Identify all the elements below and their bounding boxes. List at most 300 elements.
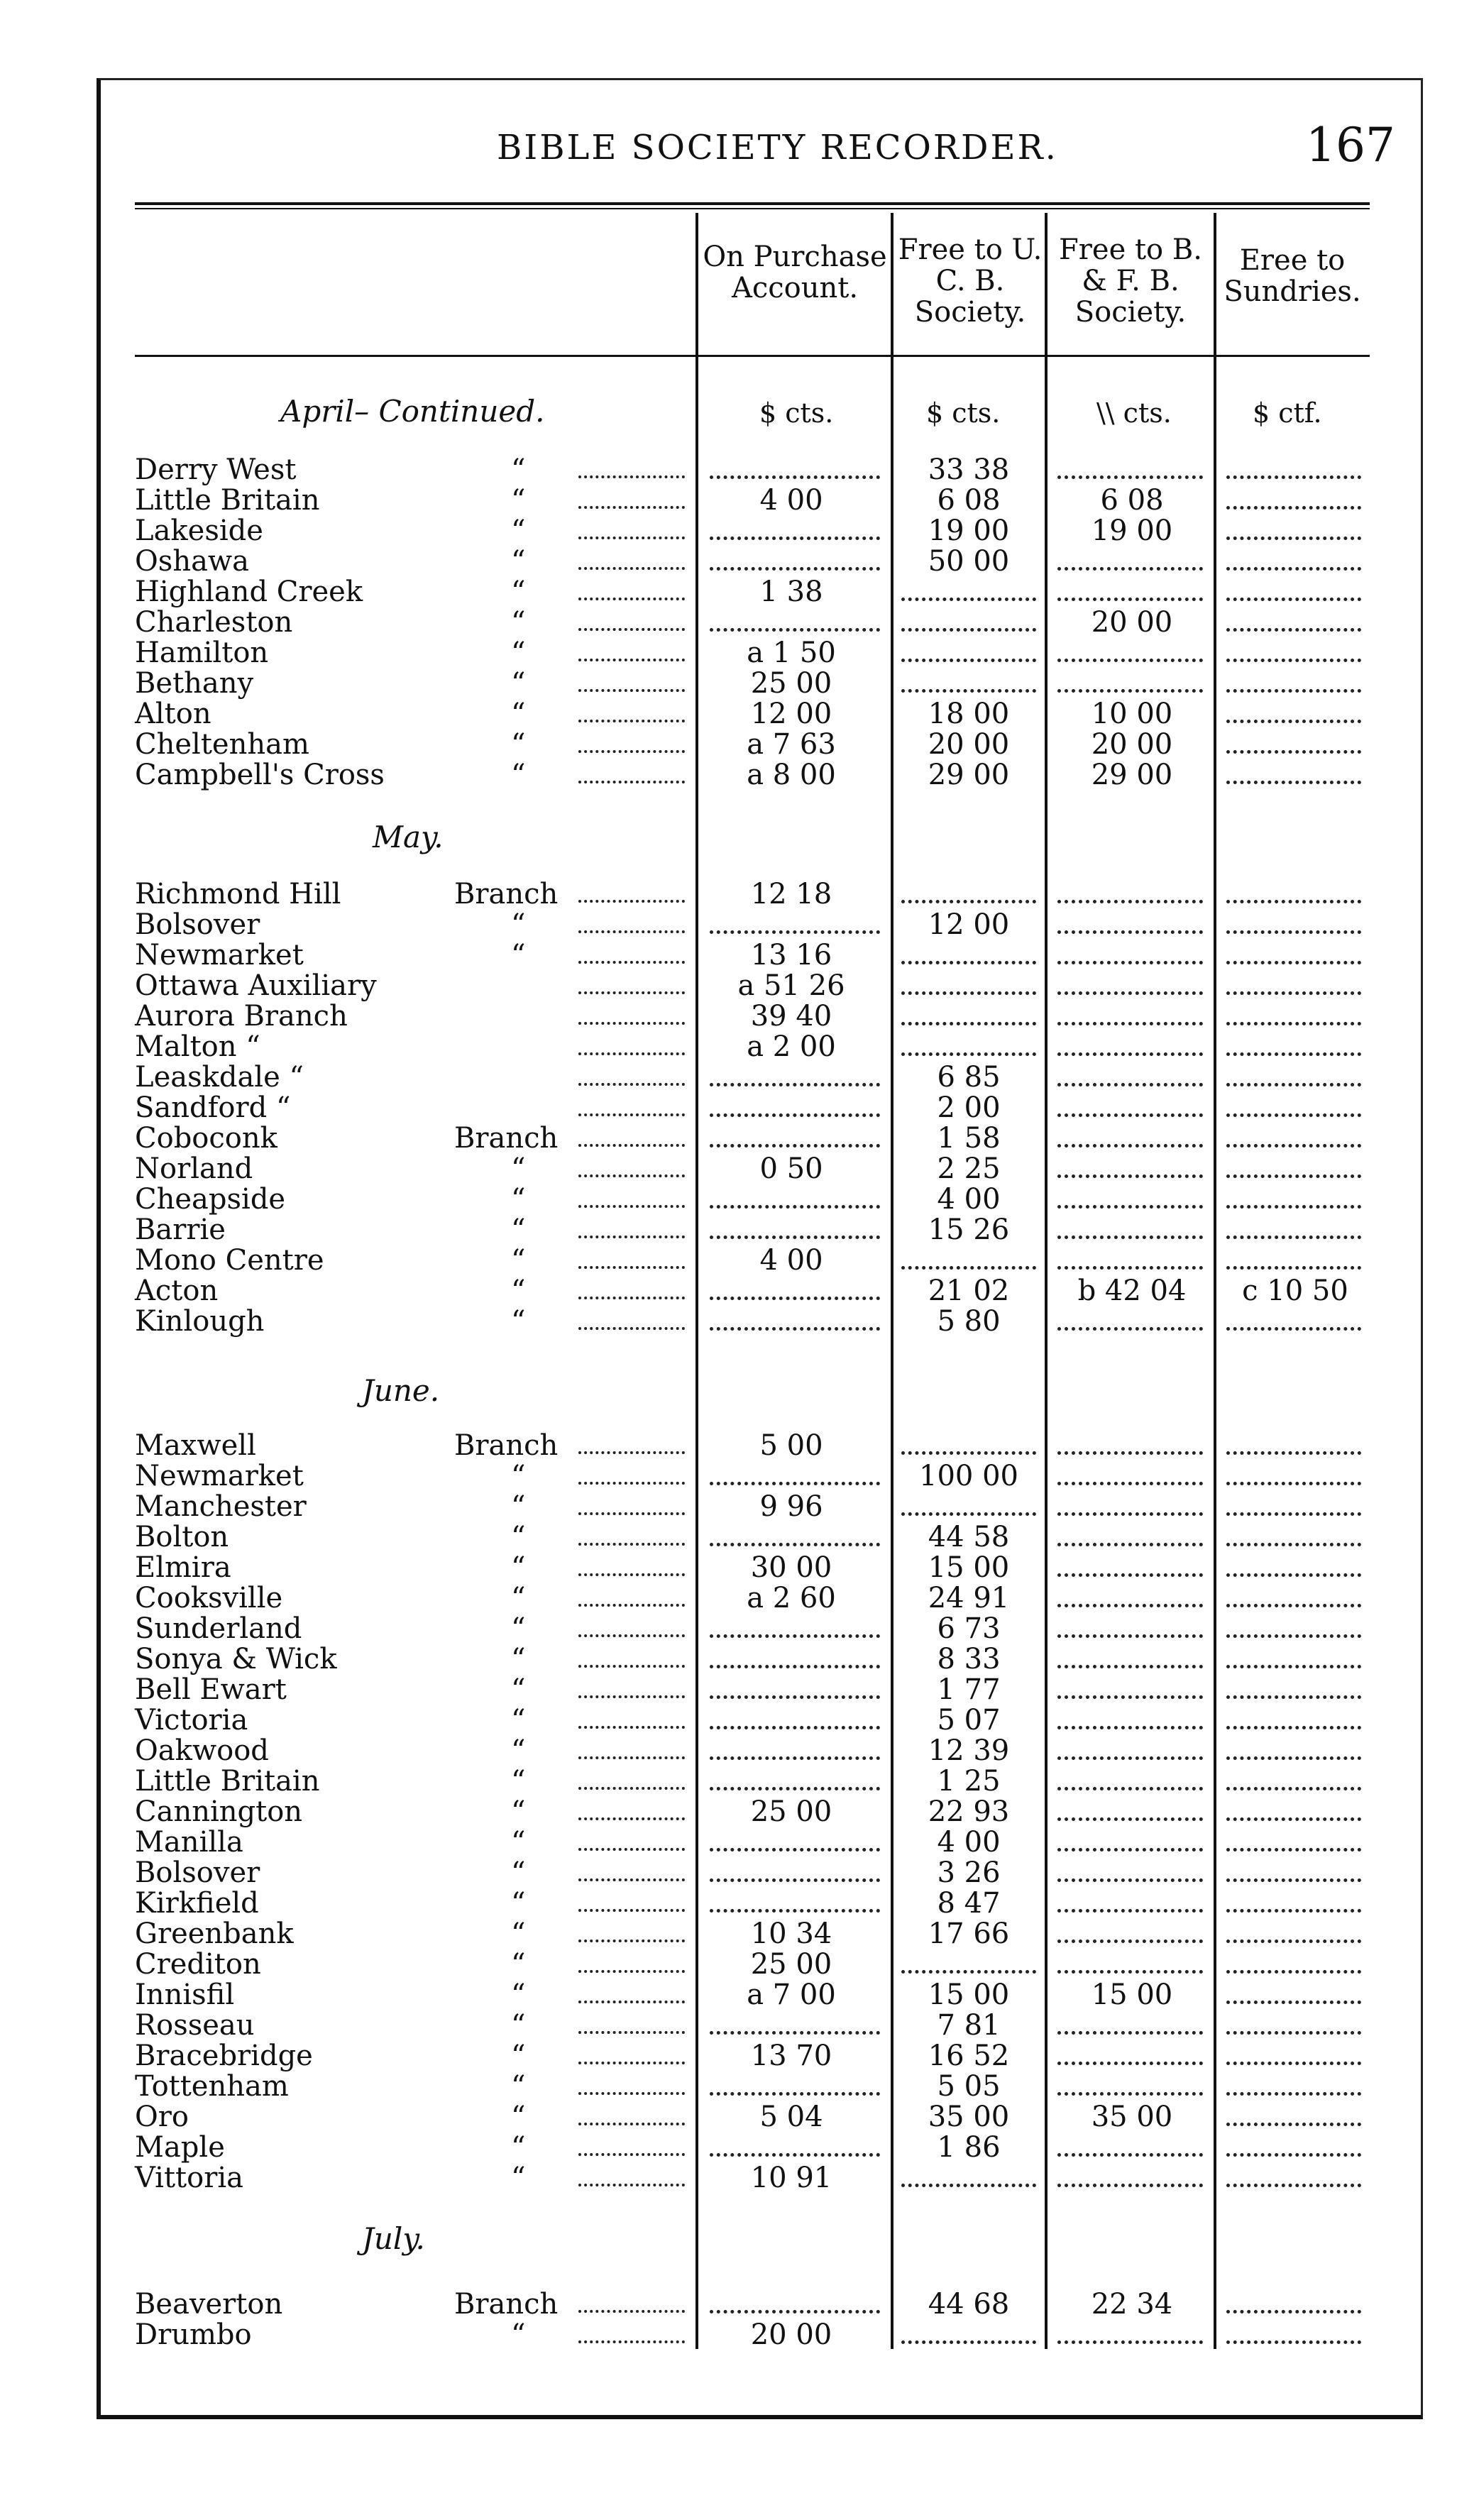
amount-cell: 19 00 (1091, 515, 1173, 547)
leader-dots (578, 1918, 685, 1942)
ditto-mark: “ (511, 606, 526, 639)
empty-cell-dots (1226, 1522, 1361, 1546)
empty-cell-dots (1057, 1306, 1203, 1331)
empty-cell-dots (1057, 1705, 1203, 1729)
ditto-mark: “ (511, 1305, 526, 1338)
amount-cell: 22 93 (928, 1795, 1010, 1828)
empty-cell-dots (710, 546, 880, 571)
branch-name: Bethany (135, 667, 254, 700)
empty-cell-dots (901, 576, 1036, 601)
empty-cell-dots (1057, 909, 1203, 934)
branch-name: Kinlough (135, 1305, 265, 1338)
amount-cell: 4 00 (759, 484, 823, 517)
ditto-mark: “ (511, 453, 526, 486)
leader-dots (578, 698, 685, 722)
ditto-mark: “ (511, 939, 526, 972)
ditto-mark: “ (511, 2009, 526, 2042)
empty-cell-dots (1057, 2132, 1203, 2157)
leader-dots (578, 1491, 685, 1515)
branch-name: Innisfil (135, 1979, 235, 2011)
ditto-mark: “ (511, 1490, 526, 1523)
empty-cell-dots (1226, 1918, 1361, 1943)
header-rule-top (135, 202, 1370, 205)
leader-dots (578, 759, 685, 783)
branch-name: Bolsover (135, 908, 260, 941)
empty-cell-dots (1226, 1827, 1361, 1852)
leader-dots (578, 1522, 685, 1546)
amount-cell: 19 00 (928, 515, 1010, 547)
empty-cell-dots (710, 1275, 880, 1300)
empty-cell-dots (710, 909, 880, 934)
ditto-mark: “ (511, 1521, 526, 1553)
empty-cell-dots (710, 1857, 880, 1882)
empty-cell-dots (710, 1123, 880, 1148)
ditto-mark: “ (511, 2318, 526, 2351)
empty-cell-dots (901, 940, 1036, 964)
branch-name: Charleston (135, 606, 293, 639)
amount-cell: 6 85 (937, 1061, 1001, 1094)
empty-cell-dots (1226, 1766, 1361, 1790)
amount-cell: a 8 00 (747, 759, 836, 791)
amount-cell: 44 68 (928, 2288, 1010, 2321)
section-heading-july: July. (362, 2221, 425, 2256)
unit-purchase: $ cts. (759, 397, 834, 429)
branch-name: Tottenham (135, 2070, 289, 2103)
ditto-mark: “ (511, 2070, 526, 2103)
empty-cell-dots (1226, 1583, 1361, 1607)
empty-cell-dots (1057, 2071, 1203, 2096)
amount-cell: 4 00 (937, 1183, 1001, 1216)
leader-dots (578, 1430, 685, 1454)
leader-dots (578, 2040, 685, 2064)
empty-cell-dots (710, 2010, 880, 2035)
leader-dots (578, 1001, 685, 1025)
empty-cell-dots (1226, 1674, 1361, 1699)
branch-name: Mono Centre (135, 1244, 324, 1277)
empty-cell-dots (710, 1306, 880, 1331)
empty-cell-dots (901, 1949, 1036, 1974)
empty-cell-dots (1226, 909, 1361, 934)
unit-bfb: \\ cts. (1096, 397, 1172, 429)
leader-dots (578, 1583, 685, 1607)
amount-cell: 35 00 (928, 2101, 1010, 2133)
empty-cell-dots (1226, 2040, 1361, 2065)
amount-cell: c 10 50 (1242, 1275, 1348, 1307)
amount-cell: a 51 26 (737, 969, 845, 1002)
empty-cell-dots (710, 1460, 880, 1485)
leader-dots (578, 454, 685, 478)
leader-dots (578, 1613, 685, 1637)
leader-dots (578, 515, 685, 539)
ditto-mark: “ (511, 908, 526, 941)
ditto-mark: “ (511, 1673, 526, 1706)
leader-dots (578, 1062, 685, 1086)
branch-name: Malton “ (135, 1030, 260, 1063)
leader-dots (578, 607, 685, 631)
amount-cell: 39 40 (750, 1000, 832, 1033)
header-rule-bottom (135, 355, 1370, 357)
amount-cell: 8 33 (937, 1643, 1001, 1676)
ditto-mark: “ (511, 1582, 526, 1614)
empty-cell-dots (710, 1827, 880, 1852)
leader-dots (578, 909, 685, 933)
empty-cell-dots (1226, 879, 1361, 903)
empty-cell-dots (901, 1430, 1036, 1455)
branch-name: Sunderland (135, 1612, 302, 1645)
empty-cell-dots (1226, 1123, 1361, 1148)
empty-cell-dots (1057, 1552, 1203, 1577)
branch-name: Norland (135, 1152, 253, 1185)
amount-cell: 16 52 (928, 2040, 1010, 2072)
empty-cell-dots (1057, 940, 1203, 964)
empty-cell-dots (710, 454, 880, 479)
leader-dots (578, 1460, 685, 1485)
amount-cell: 9 96 (759, 1490, 823, 1523)
branch-name: Newmarket (135, 939, 304, 972)
empty-cell-dots (1226, 1491, 1361, 1516)
amount-cell: 21 02 (928, 1275, 1010, 1307)
ditto-mark: Branch (454, 878, 559, 910)
amount-cell: 1 38 (759, 576, 823, 608)
ditto-mark: “ (511, 1704, 526, 1737)
amount-cell: b 42 04 (1077, 1275, 1187, 1307)
ditto-mark: “ (511, 484, 526, 517)
leader-dots (578, 1245, 685, 1269)
empty-cell-dots (1057, 1123, 1203, 1148)
ditto-mark: “ (511, 1460, 526, 1492)
empty-cell-dots (710, 607, 880, 632)
branch-name: Oakwood (135, 1734, 269, 1767)
empty-cell-dots (1057, 1918, 1203, 1943)
empty-cell-dots (1057, 576, 1203, 601)
amount-cell: 25 00 (750, 1795, 832, 1828)
empty-cell-dots (710, 1184, 880, 1209)
amount-cell: 17 66 (928, 1917, 1010, 1950)
leader-dots (578, 485, 685, 509)
empty-cell-dots (1226, 2101, 1361, 2126)
empty-cell-dots (1057, 2040, 1203, 2065)
ditto-mark: “ (511, 1183, 526, 1216)
amount-cell: 4 00 (759, 1244, 823, 1277)
ditto-mark: “ (511, 1856, 526, 1889)
branch-name: Aurora Branch (135, 1000, 348, 1033)
empty-cell-dots (1057, 1430, 1203, 1455)
empty-cell-dots (1057, 879, 1203, 903)
branch-name: Greenbank (135, 1917, 294, 1950)
ditto-mark: “ (511, 1917, 526, 1950)
empty-cell-dots (901, 970, 1036, 995)
amount-cell: 13 70 (750, 2040, 832, 2072)
amount-cell: 24 91 (928, 1582, 1010, 1614)
empty-cell-dots (1226, 2010, 1361, 2035)
empty-cell-dots (901, 2162, 1036, 2187)
branch-name: Highland Creek (135, 576, 363, 608)
empty-cell-dots (710, 1766, 880, 1790)
section-heading-may: May. (373, 820, 444, 854)
ditto-mark: “ (511, 1979, 526, 2011)
amount-cell: 29 00 (1091, 759, 1173, 791)
empty-cell-dots (1226, 2132, 1361, 2157)
empty-cell-dots (1057, 1460, 1203, 1485)
ditto-mark: “ (511, 1826, 526, 1859)
amount-cell: 12 39 (928, 1734, 1010, 1767)
empty-cell-dots (1226, 1857, 1361, 1882)
amount-cell: 10 00 (1091, 698, 1173, 730)
empty-cell-dots (1226, 1031, 1361, 1056)
empty-cell-dots (710, 1214, 880, 1239)
empty-cell-dots (1057, 1949, 1203, 1974)
empty-cell-dots (1057, 1827, 1203, 1852)
leader-dots (578, 1275, 685, 1299)
ditto-mark: “ (511, 1214, 526, 1246)
leader-dots (578, 1705, 685, 1729)
amount-cell: 12 00 (928, 908, 1010, 941)
branch-name: Lakeside (135, 515, 263, 547)
empty-cell-dots (1226, 2319, 1361, 2344)
leader-dots (578, 1552, 685, 1576)
branch-name: Maple (135, 2131, 225, 2164)
amount-cell: 1 25 (937, 1765, 1001, 1798)
branch-name: Drumbo (135, 2318, 252, 2351)
amount-cell: 15 00 (1091, 1979, 1173, 2011)
ditto-mark: “ (511, 2162, 526, 2194)
empty-cell-dots (1226, 546, 1361, 571)
empty-cell-dots (1226, 1949, 1361, 1974)
empty-cell-dots (1057, 1857, 1203, 1882)
amount-cell: 1 58 (937, 1122, 1001, 1155)
branch-name: Campbell's Cross (135, 759, 385, 791)
section-heading-june: June. (362, 1373, 440, 1408)
empty-cell-dots (1057, 1153, 1203, 1178)
empty-cell-dots (710, 2132, 880, 2157)
leader-dots (578, 2162, 685, 2186)
empty-cell-dots (1226, 698, 1361, 723)
empty-cell-dots (1226, 607, 1361, 632)
empty-cell-dots (1057, 546, 1203, 571)
leader-dots (578, 1214, 685, 1238)
amount-cell: 12 00 (750, 698, 832, 730)
ditto-mark: “ (511, 1948, 526, 1981)
empty-cell-dots (1226, 485, 1361, 510)
branch-name: Bell Ewart (135, 1673, 287, 1706)
empty-cell-dots (901, 607, 1036, 632)
amount-cell: 5 80 (937, 1305, 1001, 1338)
amount-cell: 29 00 (928, 759, 1010, 791)
empty-cell-dots (1226, 1153, 1361, 1178)
empty-cell-dots (1226, 1092, 1361, 1117)
empty-cell-dots (1226, 1552, 1361, 1577)
leader-dots (578, 1153, 685, 1177)
branch-name: Leaskdale “ (135, 1061, 304, 1094)
empty-cell-dots (1057, 637, 1203, 662)
ditto-mark: “ (511, 2101, 526, 2133)
empty-cell-dots (710, 2071, 880, 2096)
ditto-mark: “ (511, 1795, 526, 1828)
amount-cell: 1 86 (937, 2131, 1001, 2164)
amount-cell: 30 00 (750, 1551, 832, 1584)
amount-cell: 100 00 (919, 1460, 1018, 1492)
ditto-mark: “ (511, 545, 526, 578)
empty-cell-dots (1226, 454, 1361, 479)
amount-cell: a 7 63 (747, 728, 836, 761)
empty-cell-dots (901, 2319, 1036, 2344)
ditto-mark: “ (511, 1765, 526, 1798)
branch-name: Cheapside (135, 1183, 286, 1216)
empty-cell-dots (710, 1062, 880, 1086)
branch-name: Alton (135, 698, 211, 730)
branch-name: Richmond Hill (135, 878, 341, 910)
empty-cell-dots (1226, 1001, 1361, 1025)
leader-dots (578, 1306, 685, 1330)
ditto-mark: “ (511, 1551, 526, 1584)
ditto-mark: “ (511, 759, 526, 791)
branch-name: Beaverton (135, 2288, 283, 2321)
empty-cell-dots (1226, 1979, 1361, 2004)
leader-dots (578, 637, 685, 661)
leader-dots (578, 546, 685, 570)
empty-cell-dots (1057, 668, 1203, 693)
branch-name: Cheltenham (135, 728, 309, 761)
empty-cell-dots (1057, 1796, 1203, 1821)
empty-cell-dots (1057, 1491, 1203, 1516)
branch-name: Cooksville (135, 1582, 283, 1614)
empty-cell-dots (1226, 1735, 1361, 1760)
col-header-sundries: Eree to Sundries. (1224, 244, 1361, 308)
branch-name: Sonya & Wick (135, 1643, 337, 1676)
empty-cell-dots (1226, 515, 1361, 540)
ditto-mark: “ (511, 1887, 526, 1920)
empty-cell-dots (710, 1674, 880, 1699)
empty-cell-dots (1226, 2071, 1361, 2096)
empty-cell-dots (1057, 1766, 1203, 1790)
unit-ucb: $ cts. (926, 397, 1001, 429)
section-heading-april: April– Continued. (280, 394, 545, 429)
leader-dots (578, 1888, 685, 1912)
branch-name: Vittoria (135, 2162, 243, 2194)
page-number: 167 (1306, 118, 1395, 172)
branch-name: Bolton (135, 1521, 229, 1553)
branch-name: Derry West (135, 453, 297, 486)
branch-name: Coboconk (135, 1122, 277, 1155)
ditto-mark: “ (511, 1275, 526, 1307)
ditto-mark: “ (511, 1612, 526, 1645)
empty-cell-dots (1226, 759, 1361, 784)
empty-cell-dots (1057, 1062, 1203, 1086)
header-rule-top-thin (135, 208, 1370, 209)
leader-dots (578, 1735, 685, 1759)
amount-cell: 5 04 (759, 2101, 823, 2133)
empty-cell-dots (901, 1031, 1036, 1056)
leader-dots (578, 2071, 685, 2095)
amount-cell: 44 58 (928, 1521, 1010, 1553)
ditto-mark: Branch (454, 1429, 559, 1462)
leader-dots (578, 1857, 685, 1881)
amount-cell: 6 08 (937, 484, 1001, 517)
empty-cell-dots (710, 1888, 880, 1913)
amount-cell: 12 18 (750, 878, 832, 910)
leader-dots (578, 668, 685, 692)
amount-cell: 15 00 (928, 1551, 1010, 1584)
amount-cell: 25 00 (750, 667, 832, 700)
leader-dots (578, 2101, 685, 2125)
empty-cell-dots (710, 515, 880, 540)
amount-cell: 15 00 (928, 1979, 1010, 2011)
leader-dots (578, 1827, 685, 1851)
empty-cell-dots (901, 1491, 1036, 1516)
empty-cell-dots (1057, 2319, 1203, 2344)
empty-cell-dots (1057, 970, 1203, 995)
branch-name: Bracebridge (135, 2040, 313, 2072)
amount-cell: a 2 60 (747, 1582, 836, 1614)
branch-name: Victoria (135, 1704, 248, 1737)
branch-name: Oro (135, 2101, 189, 2133)
branch-name: Barrie (135, 1214, 226, 1246)
col-header-purchase: On Purchase Account. (703, 241, 887, 304)
empty-cell-dots (1057, 1644, 1203, 1668)
amount-cell: 20 00 (750, 2318, 832, 2351)
empty-cell-dots (1057, 1674, 1203, 1699)
ditto-mark: “ (511, 698, 526, 730)
branch-name: Hamilton (135, 637, 269, 669)
leader-dots (578, 1092, 685, 1116)
empty-cell-dots (1057, 1031, 1203, 1056)
amount-cell: 35 00 (1091, 2101, 1173, 2133)
ditto-mark: “ (511, 2131, 526, 2164)
empty-cell-dots (1226, 1214, 1361, 1239)
col-header-ucb: Free to U. C. B. Society. (898, 233, 1043, 329)
amount-cell: 33 38 (928, 453, 1010, 486)
ditto-mark: “ (511, 728, 526, 761)
ditto-mark: “ (511, 1244, 526, 1277)
amount-cell: a 7 00 (747, 1979, 836, 2011)
ditto-mark: Branch (454, 1122, 559, 1155)
empty-cell-dots (1226, 729, 1361, 754)
column-divider-1 (695, 213, 698, 2349)
empty-cell-dots (1057, 1735, 1203, 1760)
empty-cell-dots (1057, 2010, 1203, 2035)
leader-dots (578, 2289, 685, 2313)
empty-cell-dots (710, 2289, 880, 2313)
amount-cell: 20 00 (928, 728, 1010, 761)
amount-cell: a 1 50 (747, 637, 836, 669)
leader-dots (578, 970, 685, 994)
empty-cell-dots (1226, 1644, 1361, 1668)
branch-name: Crediton (135, 1948, 261, 1981)
empty-cell-dots (710, 1613, 880, 1638)
empty-cell-dots (901, 1245, 1036, 1270)
branch-name: Little Britain (135, 1765, 320, 1798)
amount-cell: 15 26 (928, 1214, 1010, 1246)
empty-cell-dots (1226, 637, 1361, 662)
empty-cell-dots (710, 1644, 880, 1668)
empty-cell-dots (1226, 1888, 1361, 1913)
leader-dots (578, 1123, 685, 1147)
empty-cell-dots (710, 1705, 880, 1729)
amount-cell: 20 00 (1091, 728, 1173, 761)
empty-cell-dots (1057, 2162, 1203, 2187)
empty-cell-dots (1226, 1245, 1361, 1270)
branch-name: Ottawa Auxiliary (135, 969, 377, 1002)
leader-dots (578, 1184, 685, 1208)
leader-dots (578, 1766, 685, 1790)
ditto-mark: “ (511, 2040, 526, 2072)
branch-name: Cannington (135, 1795, 303, 1828)
unit-sundries: $ ctf. (1253, 397, 1322, 429)
empty-cell-dots (901, 668, 1036, 693)
empty-cell-dots (1226, 2289, 1361, 2313)
empty-cell-dots (1226, 1705, 1361, 1729)
leader-dots (578, 1949, 685, 1973)
